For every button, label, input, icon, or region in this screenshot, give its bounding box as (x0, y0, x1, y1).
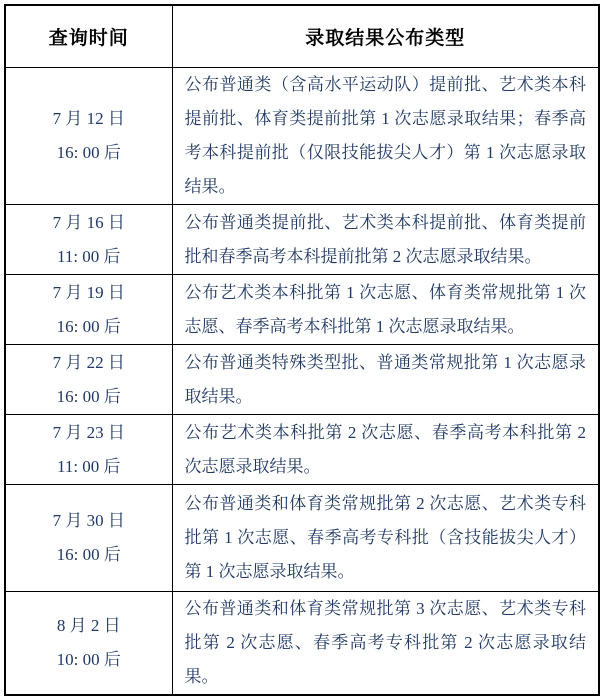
query-time: 11: 00 后 (56, 246, 121, 266)
result-type-cell: 公布艺术类本科批第 1 次志愿、体育类常规批第 1 次志愿、春季高考本科批第 1 次志愿录取结果。 (172, 275, 599, 345)
column-header-result-type: 录取结果公布类型 (172, 5, 599, 68)
query-time: 16: 00 后 (56, 316, 121, 336)
query-time: 16: 00 后 (56, 143, 121, 162)
query-date: 7 月 30 日 (52, 511, 125, 530)
query-time-cell (5, 68, 172, 205)
column-header-query-time: 查询时间 (5, 5, 172, 68)
query-date: 7 月 22 日 (52, 352, 125, 372)
table-row (5, 415, 599, 485)
query-date: 8 月 2 日 (56, 616, 121, 635)
result-type-cell: 公布普通类（含高水平运动队）提前批、艺术类本科提前批、体育类提前批第 1 次志愿录取结果；春季高考本科提前批（仅限技能拔尖人才）第 1 次志愿录取结果。 (172, 68, 599, 205)
result-type-cell: 公布普通类特殊类型批、普通类常规批第 1 次志愿录取结果。 (172, 345, 599, 415)
query-time-cell (5, 275, 172, 345)
table-header-row (5, 5, 599, 68)
query-time: 11: 00 后 (56, 456, 121, 476)
result-type-cell: 公布普通类和体育类常规批第 2 次志愿、艺术类专科批第 1 次志愿、春季高考专科批（含技能拔尖人才）第 1 次志愿录取结果。 (172, 485, 599, 592)
result-type-cell: 公布普通类和体育类常规批第 3 次志愿、艺术类专科批第 2 次志愿、春季高考专科批第 2 次志愿录取结果。 (172, 592, 599, 696)
query-date: 7 月 23 日 (52, 422, 125, 442)
table-row (5, 592, 599, 696)
query-time-cell (5, 415, 172, 485)
result-type-cell: 公布普通类提前批、艺术类本科提前批、体育类提前批和春季高考本科提前批第 2 次志愿录取结果。 (172, 205, 599, 275)
result-type-cell: 公布艺术类本科批第 2 次志愿、春季高考本科批第 2 次志愿录取结果。 (172, 415, 599, 485)
table-row (5, 345, 599, 415)
query-time-cell (5, 345, 172, 415)
query-time-cell (5, 485, 172, 592)
query-time: 16: 00 后 (56, 386, 121, 406)
admission-results-schedule-table (4, 4, 600, 696)
query-time: 10: 00 后 (56, 650, 121, 669)
query-date: 7 月 12 日 (52, 109, 125, 128)
query-date: 7 月 16 日 (52, 212, 125, 232)
query-time-cell (5, 592, 172, 696)
table-row (5, 485, 599, 592)
query-time-cell (5, 205, 172, 275)
table-row (5, 205, 599, 275)
query-date: 7 月 19 日 (52, 282, 125, 302)
table-row (5, 275, 599, 345)
table-row (5, 68, 599, 205)
query-time: 16: 00 后 (56, 545, 121, 564)
